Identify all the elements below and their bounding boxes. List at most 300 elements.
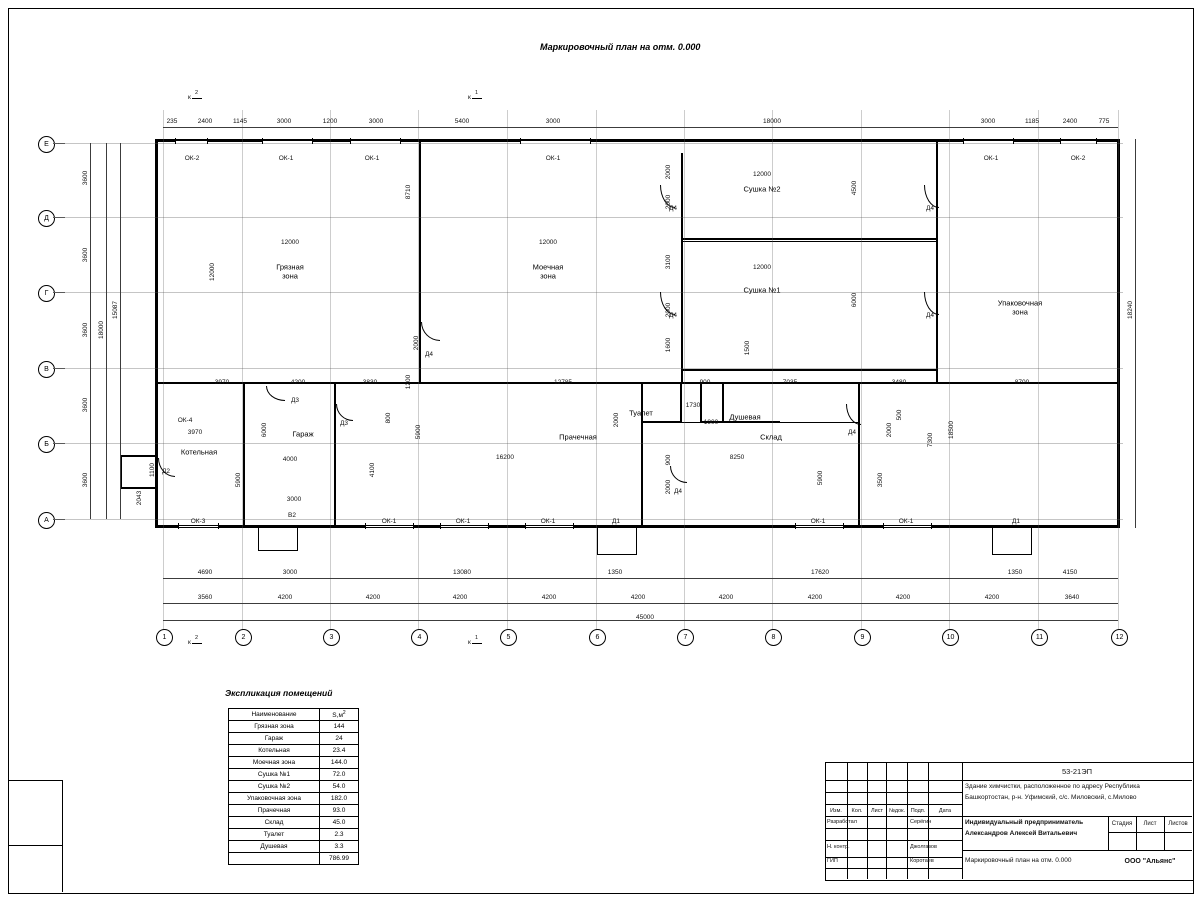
dimension-text-vertical: 2000 — [886, 422, 893, 438]
axis-bubble-2: 2 — [235, 629, 252, 646]
opening-tag: ОК-4 — [177, 417, 193, 424]
dimension-text-vertical: 900 — [665, 454, 672, 466]
section-mark-line — [192, 643, 202, 644]
opening-tag: Д4 — [668, 205, 678, 212]
dimension-text: 3000 — [282, 569, 298, 576]
window-symbol-edge — [843, 523, 844, 529]
window-symbol-edge — [440, 523, 441, 529]
dimension-text-vertical: 2043 — [136, 490, 143, 506]
window-symbol-edge — [520, 138, 521, 144]
dimension-text: 4690 — [197, 569, 213, 576]
page-title: Маркировочный план на отм. 0.000 — [540, 42, 701, 52]
dim-chain-bottom-1 — [163, 578, 1118, 579]
dim-chain-left-2 — [106, 143, 107, 519]
dimension-text-vertical: 4100 — [369, 462, 376, 478]
wall-outer-bottom — [155, 525, 1120, 528]
axis-bubble-Б: Б — [38, 436, 55, 453]
opening-tag: Д4 — [668, 312, 678, 319]
dimension-text-vertical: 18500 — [948, 420, 955, 440]
opening-tag: Д4 — [673, 488, 683, 495]
porch-1-left — [597, 527, 598, 555]
room-area-cell: 24 — [320, 733, 359, 745]
opening-tag: Д2 — [161, 468, 171, 475]
axis-line-B — [63, 443, 1123, 444]
room-name-cell: Прачечная — [229, 805, 320, 817]
dimension-text-vertical: 5900 — [235, 472, 242, 488]
room-label: Котельная — [180, 447, 218, 457]
section-mark-number: 1 — [475, 90, 479, 96]
axis-line-6 — [596, 110, 597, 630]
axis-bubble-Г: Г — [38, 285, 55, 302]
dimension-text: 18000 — [762, 118, 782, 125]
explication-title: Экспликация помещений — [225, 688, 333, 698]
room-area-cell: 45.0 — [320, 817, 359, 829]
dim-chain-left-1 — [90, 143, 91, 519]
stamp-role-0-name: Серёгин — [910, 819, 932, 825]
section-mark-line — [192, 98, 202, 99]
axis-leader — [53, 368, 65, 369]
room-label: Туалет — [629, 408, 653, 418]
dimension-text: 3000 — [276, 118, 292, 125]
axis-line-D — [63, 217, 1123, 218]
axis-bubble-4: 4 — [411, 629, 428, 646]
dimension-text: 12000 — [752, 264, 772, 271]
room-area-cell: 72.0 — [320, 769, 359, 781]
room-label: Упаковочная зона — [997, 298, 1043, 317]
window-symbol-edge — [590, 138, 591, 144]
room-name-cell: Упаковочная зона — [229, 793, 320, 805]
dimension-text: 3000 — [286, 496, 302, 503]
dimension-text: 45000 — [635, 614, 655, 621]
wall-boiler-ext-bottom — [120, 487, 157, 489]
room-name-cell: Котельная — [229, 745, 320, 757]
window-symbol — [175, 141, 207, 142]
room-area-cell: 182.0 — [320, 793, 359, 805]
porch-1-bottom — [597, 554, 637, 555]
dimension-text: 12000 — [538, 239, 558, 246]
window-symbol-edge — [218, 523, 219, 529]
axis-line-G — [63, 292, 1123, 293]
opening-tag: Д4 — [925, 205, 935, 212]
room-label: Сушка №1 — [743, 285, 781, 295]
dimension-text: 3970 — [214, 379, 230, 386]
window-symbol-edge — [883, 523, 884, 529]
section-mark: к — [188, 639, 191, 646]
opening-tag: ОК-1 — [364, 155, 380, 162]
title-block — [825, 762, 1193, 880]
opening-tag: Д3 — [290, 397, 300, 404]
porch-1-right — [636, 527, 637, 555]
opening-tag: ОК-1 — [278, 155, 294, 162]
axis-bubble-7: 7 — [677, 629, 694, 646]
stamp-object-line2: Башкортостан, р-н. Уфимский, с/с. Миловский, с.Милово — [965, 794, 1137, 801]
dimension-text: 3000 — [368, 118, 384, 125]
table-header-row — [229, 709, 359, 721]
opening-tag: ОК-2 — [184, 155, 200, 162]
dim-chain-right-1 — [1135, 139, 1136, 528]
stamp-right-v3 — [1164, 816, 1165, 850]
stamp-right-v1 — [1108, 816, 1109, 850]
dimension-text-vertical: 2000 — [413, 335, 420, 351]
porch-3-bottom — [258, 550, 298, 551]
room-name-cell: Моечная зона — [229, 757, 320, 769]
dimension-text: 8700 — [1014, 379, 1030, 386]
stamp-object-line1: Здание химчистки, расположенное по адресу Республика — [965, 783, 1140, 790]
section-mark-number: 2 — [195, 90, 199, 96]
axis-bubble-3: 3 — [323, 629, 340, 646]
opening-tag: ОК-3 — [190, 518, 206, 525]
axis-line-2 — [242, 110, 243, 630]
window-symbol — [525, 526, 573, 527]
dimension-text-vertical: 3600 — [82, 397, 89, 413]
window-symbol-edge — [931, 523, 932, 529]
axis-line-12 — [1118, 110, 1119, 630]
dimension-text: 13080 — [452, 569, 472, 576]
axis-line-10 — [949, 110, 950, 630]
stamp-company: ООО "Альянс" — [1124, 858, 1176, 865]
stamp-col-listov: Листов — [1168, 821, 1188, 827]
dimension-text: 4200 — [718, 594, 734, 601]
room-label: Сушка №2 — [743, 184, 781, 194]
dimension-text: 4200 — [807, 594, 823, 601]
stamp-right-v2 — [1136, 816, 1137, 850]
dimension-text: 3000 — [545, 118, 561, 125]
dimension-text: 4200 — [452, 594, 468, 601]
dim-chain-left-3 — [120, 143, 121, 519]
dimension-text-vertical: 2000 — [665, 164, 672, 180]
table-row — [229, 853, 359, 865]
stamp-col-list2: Лист — [871, 808, 883, 814]
stamp-col-podp: Подп. — [910, 808, 926, 814]
dimension-text-vertical: 1100 — [149, 463, 156, 477]
axis-bubble-Е: Е — [38, 136, 55, 153]
dimension-text-vertical: 3500 — [877, 472, 884, 488]
dimension-text: 3830 — [362, 379, 378, 386]
dimension-text-vertical: 18000 — [98, 320, 105, 340]
room-label: Душевая — [729, 412, 761, 422]
porch-3-right — [297, 527, 298, 551]
room-name-cell: Склад — [229, 817, 320, 829]
axis-line-A — [63, 519, 1123, 520]
axis-line-7 — [684, 110, 685, 630]
dimension-text-vertical: 2000 — [665, 479, 672, 495]
stamp-col-list: Лист — [1143, 821, 1157, 827]
dimension-text-vertical: 2000 — [665, 194, 672, 210]
dimension-text-vertical: 6000 — [851, 292, 858, 308]
wall-boiler-ext-top — [120, 455, 157, 457]
dimension-text: 775 — [1098, 118, 1110, 125]
table-row — [229, 793, 359, 805]
window-symbol-edge — [350, 138, 351, 144]
dimension-text-vertical: 4500 — [851, 180, 858, 196]
dimension-text-vertical: 3600 — [82, 247, 89, 263]
section-mark: к — [188, 94, 191, 101]
dimension-text: 4150 — [1062, 569, 1078, 576]
axis-bubble-Д: Д — [38, 210, 55, 227]
window-symbol — [883, 526, 931, 527]
dimension-text: 3970 — [187, 429, 203, 436]
window-symbol-edge — [1013, 138, 1014, 144]
window-symbol-edge — [175, 138, 176, 144]
window-symbol — [963, 141, 1013, 142]
wall-dryer-mid — [681, 238, 938, 240]
window-symbol — [520, 141, 590, 142]
window-symbol-edge — [573, 523, 574, 529]
axis-line-4 — [418, 110, 419, 630]
axis-bubble-5: 5 — [500, 629, 517, 646]
stamp-v3 — [886, 762, 887, 879]
axis-leader — [53, 519, 65, 520]
room-area-cell: 93.0 — [320, 805, 359, 817]
window-symbol-edge — [963, 138, 964, 144]
dimension-text: 3000 — [980, 118, 996, 125]
dimension-text: 4000 — [282, 456, 298, 463]
stamp-h1 — [825, 780, 962, 781]
dimension-text: 3560 — [197, 594, 213, 601]
stamp-sheet-name: Маркировочный план на отм. 0.000 — [965, 857, 1072, 864]
axis-line-5 — [507, 110, 508, 630]
window-symbol-edge — [413, 523, 414, 529]
wall-storage-left — [641, 384, 643, 527]
dimension-text-vertical: 500 — [896, 409, 903, 421]
room-label: Грязная зона — [276, 262, 304, 281]
axis-leader — [53, 217, 65, 218]
dim-chain-bottom-2 — [163, 603, 1118, 604]
window-symbol-edge — [365, 523, 366, 529]
dimension-text: 5400 — [454, 118, 470, 125]
axis-leader — [53, 292, 65, 293]
room-label: Прачечная — [559, 432, 597, 442]
table-row — [229, 805, 359, 817]
dim-chain-top — [163, 127, 1118, 128]
sheet-left-margin-2 — [8, 845, 63, 846]
dimension-text-vertical: 7300 — [927, 432, 934, 448]
room-name-cell — [229, 853, 320, 865]
axis-line-1 — [163, 110, 164, 630]
wall-dryer-bottom — [681, 369, 938, 371]
dimension-text-vertical: 1600 — [665, 337, 672, 353]
opening-tag: Д3 — [339, 420, 349, 427]
table-row — [229, 781, 359, 793]
stamp-col-stadiya: Стадия — [1111, 821, 1133, 827]
window-symbol — [795, 526, 843, 527]
dimension-text-vertical: 6000 — [261, 422, 268, 438]
dimension-text-vertical: 12000 — [209, 262, 216, 282]
room-name-cell: Сушка №2 — [229, 781, 320, 793]
stamp-col-kol: Кол. — [851, 808, 863, 814]
room-name-cell: Гараж — [229, 733, 320, 745]
room-name-cell: Сушка №1 — [229, 769, 320, 781]
dimension-text-vertical: 3100 — [665, 254, 672, 270]
dimension-text-vertical: 1200 — [405, 374, 412, 390]
axis-line-11 — [1038, 110, 1039, 630]
axis-leader — [53, 143, 65, 144]
stamp-role-2-name: Коротаев — [910, 858, 934, 864]
stamp-h6 — [825, 840, 962, 841]
stamp-code: 53-21ЭП — [1062, 767, 1092, 776]
dimension-text-vertical: 3600 — [82, 170, 89, 186]
table-row — [229, 721, 359, 733]
window-symbol-edge — [795, 523, 796, 529]
axis-leader — [53, 443, 65, 444]
stamp-right-h2 — [962, 816, 1192, 817]
opening-tag: ОК-1 — [381, 518, 397, 525]
axis-bubble-1: 1 — [156, 629, 173, 646]
wall-shower-left — [700, 384, 702, 422]
dimension-text-vertical: 3600 — [82, 322, 89, 338]
window-symbol-edge — [525, 523, 526, 529]
stamp-v2 — [867, 762, 868, 879]
dimension-text: 3480 — [891, 379, 907, 386]
wall-toilet-right — [680, 384, 682, 422]
stamp-role-2: ГИП — [827, 858, 838, 864]
window-symbol-edge — [1060, 138, 1061, 144]
dimension-text: 3640 — [1064, 594, 1080, 601]
porch-3-left — [258, 527, 259, 551]
stamp-col-ndok: №док. — [888, 808, 906, 814]
stamp-h3 — [825, 804, 962, 805]
stamp-client-line2: Александров Алексей Витальевич — [965, 830, 1078, 837]
dimension-text: 4200 — [630, 594, 646, 601]
window-symbol — [365, 526, 413, 527]
dimension-text: 1185 — [1025, 118, 1039, 125]
stamp-h4 — [825, 816, 962, 817]
axis-bubble-А: А — [38, 512, 55, 529]
room-area-cell: 786.99 — [320, 853, 359, 865]
room-name-cell: Грязная зона — [229, 721, 320, 733]
wall-dryer-inner-top — [683, 241, 936, 242]
window-symbol — [350, 141, 400, 142]
opening-tag: Д4 — [424, 351, 434, 358]
room-area-cell: 23.4 — [320, 745, 359, 757]
table-row — [229, 817, 359, 829]
stamp-role-1-name: Джолгазов — [910, 844, 937, 850]
dimension-text-vertical: 1500 — [744, 340, 751, 356]
dimension-text: 12000 — [280, 239, 300, 246]
dimension-text: 2400 — [197, 118, 213, 125]
dimension-text-vertical: 15087 — [112, 300, 119, 320]
stamp-h5 — [825, 828, 962, 829]
table-row — [229, 769, 359, 781]
dimension-text: 2400 — [1062, 118, 1078, 125]
dimension-text-vertical: 3600 — [82, 472, 89, 488]
opening-tag: ОК-1 — [545, 155, 561, 162]
room-label: Моечная зона — [532, 262, 564, 281]
dimension-text: 4200 — [541, 594, 557, 601]
opening-tag: ОК-1 — [983, 155, 999, 162]
stamp-role-0: Разработал — [827, 819, 857, 825]
window-symbol — [440, 526, 488, 527]
dimension-text-vertical: 18240 — [1127, 300, 1134, 320]
section-mark: к — [468, 639, 471, 646]
opening-tag: Д4 — [925, 312, 935, 319]
opening-tag: ОК-1 — [455, 518, 471, 525]
dimension-text: 1900 — [703, 419, 719, 426]
wall-dryer-left — [681, 153, 683, 383]
axis-bubble-9: 9 — [854, 629, 871, 646]
dimension-text-vertical: 2000 — [613, 412, 620, 428]
section-mark: к — [468, 94, 471, 101]
stamp-col-izm: Изм. — [830, 808, 842, 814]
room-area-cell: 3.3 — [320, 841, 359, 853]
section-mark-line — [472, 98, 482, 99]
dimension-text-vertical: 800 — [385, 412, 392, 424]
dimension-text-vertical: 2000 — [665, 302, 672, 318]
dimension-text: 4200 — [277, 594, 293, 601]
dimension-text: 900 — [699, 379, 711, 386]
stamp-client-line1: Индивидуальный предприниматель — [965, 819, 1084, 826]
wall-boiler-right — [243, 384, 245, 526]
table-row — [229, 757, 359, 769]
stamp-right-h4 — [1108, 832, 1192, 833]
dimension-text: 12000 — [752, 171, 772, 178]
window-symbol-edge — [262, 138, 263, 144]
axis-line-3 — [330, 110, 331, 630]
room-area-cell: 2.3 — [320, 829, 359, 841]
axis-bubble-В: В — [38, 361, 55, 378]
dimension-text: 17620 — [810, 569, 830, 576]
dimension-text: 16200 — [495, 454, 515, 461]
porch-2-left — [992, 527, 993, 555]
window-symbol-edge — [312, 138, 313, 144]
stamp-right-h3 — [962, 850, 1192, 851]
axis-bubble-12: 12 — [1111, 629, 1128, 646]
dimension-text-vertical: 8710 — [405, 184, 412, 200]
axis-line-V — [63, 368, 1123, 369]
opening-tag: Д4 — [847, 429, 857, 436]
table-row — [229, 745, 359, 757]
dimension-text-vertical: 5900 — [817, 470, 824, 486]
dimension-text: 1350 — [607, 569, 623, 576]
dimension-text: 4200 — [895, 594, 911, 601]
stamp-col-data: Дата — [938, 808, 952, 814]
room-area-cell: 144.0 — [320, 757, 359, 769]
stamp-h8 — [825, 868, 962, 869]
dimension-text: 12785 — [553, 379, 573, 386]
axis-bubble-10: 10 — [942, 629, 959, 646]
room-name-cell: Туалет — [229, 829, 320, 841]
dimension-text: 1730 — [685, 402, 701, 409]
window-symbol-edge — [1096, 138, 1097, 144]
window-symbol-edge — [488, 523, 489, 529]
opening-tag: Д1 — [1011, 518, 1021, 525]
opening-tag: ОК-1 — [898, 518, 914, 525]
section-mark-line — [472, 643, 482, 644]
window-symbol — [262, 141, 312, 142]
window-symbol-edge — [178, 523, 179, 529]
sheet-left-margin — [8, 780, 63, 781]
window-symbol — [178, 526, 218, 527]
room-area-cell: 144 — [320, 721, 359, 733]
porch-2-bottom — [992, 554, 1032, 555]
dimension-text: 8250 — [729, 454, 745, 461]
axis-bubble-6: 6 — [589, 629, 606, 646]
sheet-left-margin-v — [62, 780, 63, 892]
window-symbol — [1060, 141, 1096, 142]
col-header-name: Наименование — [229, 709, 320, 721]
stamp-h2 — [825, 792, 962, 793]
wall-dryer-right — [936, 139, 938, 383]
stamp-v4 — [907, 762, 908, 879]
dimension-text: 7035 — [782, 379, 798, 386]
dimension-text-vertical: 5900 — [415, 424, 422, 440]
dimension-text: 4200 — [290, 379, 306, 386]
porch-2-right — [1031, 527, 1032, 555]
stamp-role-1: Н. контр. — [827, 844, 850, 850]
stamp-right-h1 — [962, 780, 1192, 781]
opening-tag: ОК-1 — [810, 518, 826, 525]
wall-shower-right — [722, 384, 724, 422]
